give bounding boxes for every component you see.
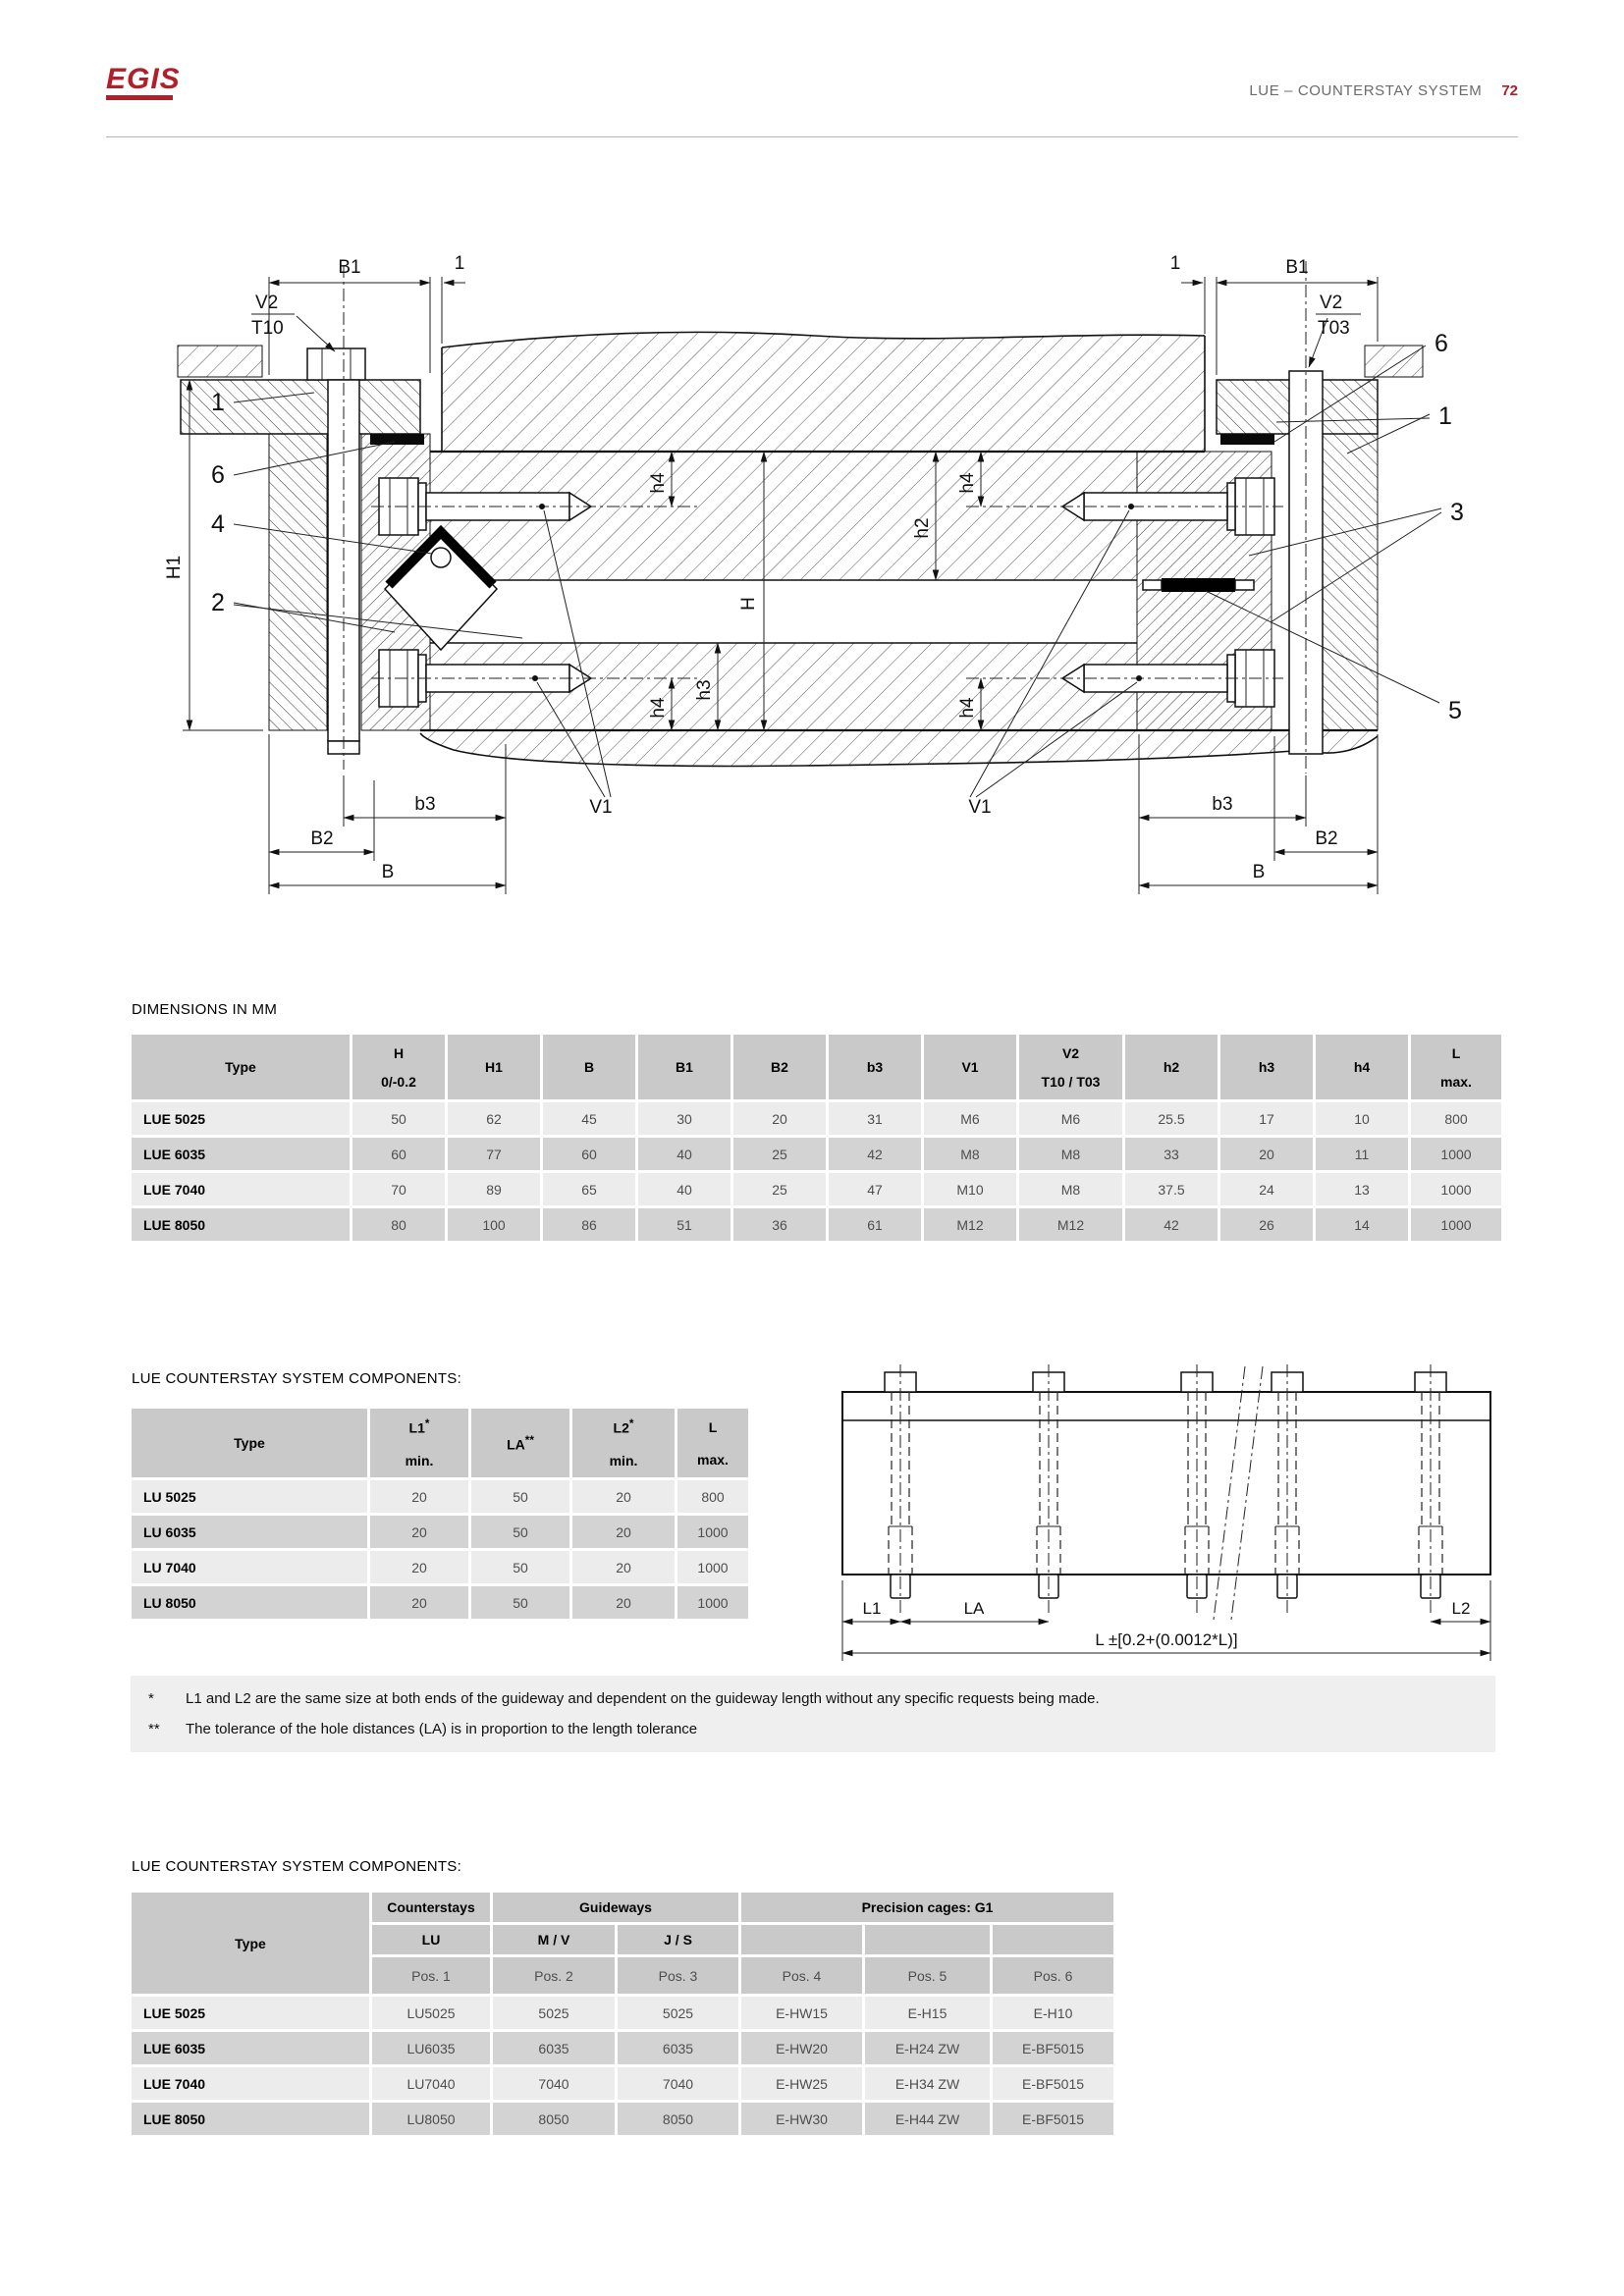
callout-4: 4	[211, 510, 225, 538]
cell: E-H24 ZW	[865, 2032, 990, 2064]
section3-heading: LUE COUNTERSTAY SYSTEM COMPONENTS:	[132, 1858, 462, 1875]
clamp-bolt-head-left	[307, 348, 365, 380]
cell: 24	[1220, 1173, 1313, 1205]
cell: M8	[1019, 1173, 1122, 1205]
page-title: LUE – COUNTERSTAY SYSTEM	[1249, 82, 1483, 99]
table-row	[132, 1586, 748, 1619]
column-header: B2	[733, 1035, 826, 1099]
cell: 5025	[493, 1997, 615, 2029]
row-type: LU 8050	[132, 1586, 367, 1619]
row-type: LU 7040	[132, 1551, 367, 1583]
group-header: Guideways	[493, 1893, 738, 1922]
position-header: Pos. 3	[618, 1957, 738, 1994]
dim-label-b1-left: B1	[338, 257, 361, 278]
footnote	[131, 1721, 1495, 1737]
column-header: h3	[1220, 1035, 1313, 1099]
label-v1-left: V1	[589, 797, 613, 818]
footnotes-box	[131, 1676, 1495, 1752]
cell: E-H34 ZW	[865, 2067, 990, 2100]
prism-ball	[431, 548, 451, 567]
callout-2: 2	[211, 589, 225, 616]
cell: 20	[572, 1586, 675, 1619]
cell: 20	[572, 1516, 675, 1548]
cell: 77	[448, 1138, 540, 1170]
footnote-mark: **	[148, 1721, 160, 1737]
table-row	[132, 2067, 1113, 2100]
row-type: LU 5025	[132, 1480, 367, 1513]
dim-label-b3-left: b3	[414, 794, 436, 815]
cell: E-HW15	[741, 1997, 862, 2029]
column-header: h2	[1125, 1035, 1218, 1099]
table-row	[132, 1480, 748, 1513]
dim-label-length-formula: L ±[0.2+(0.0012*L)]	[1095, 1630, 1238, 1649]
cell: M12	[924, 1208, 1016, 1241]
cell: 17	[1220, 1102, 1313, 1135]
sub-header: LU	[372, 1925, 490, 1954]
cell: 20	[572, 1480, 675, 1513]
cell: 42	[829, 1138, 921, 1170]
cell: 37.5	[1125, 1173, 1218, 1205]
cell: 1000	[1411, 1208, 1501, 1241]
column-header: L max.	[1411, 1035, 1501, 1099]
cell: 1000	[677, 1516, 748, 1548]
table-row	[132, 1551, 748, 1583]
row-type: LUE 5025	[132, 1997, 369, 2029]
cell: E-H15	[865, 1997, 990, 2029]
dim-label-b2-left: B2	[310, 828, 334, 849]
callout-1-right: 1	[1438, 402, 1452, 430]
cell: 1000	[1411, 1173, 1501, 1205]
cell: 800	[677, 1480, 748, 1513]
cell: 1000	[677, 1551, 748, 1583]
cell: E-BF5015	[993, 2103, 1113, 2135]
cell: 50	[471, 1516, 569, 1548]
row-type: LUE 8050	[132, 1208, 350, 1241]
callout-1-left: 1	[211, 389, 225, 416]
cell: 6035	[493, 2032, 615, 2064]
label-v2-left: V2	[255, 293, 279, 313]
mid-seal-right	[1162, 578, 1235, 592]
table-row	[132, 1516, 748, 1548]
callout-6-right: 6	[1435, 330, 1448, 357]
cell: 62	[448, 1102, 540, 1135]
cell: 25.5	[1125, 1102, 1218, 1135]
cell: E-BF5015	[993, 2067, 1113, 2100]
cell: 100	[448, 1208, 540, 1241]
cell: 20	[370, 1551, 468, 1583]
dim-label-h2: h2	[912, 517, 933, 539]
dim-label-b-right: B	[1252, 862, 1266, 882]
cell: 31	[829, 1102, 921, 1135]
cell: 70	[352, 1173, 445, 1205]
cell: 20	[733, 1102, 826, 1135]
cell: 20	[370, 1480, 468, 1513]
footnote-mark: *	[148, 1690, 154, 1707]
counterstay-cross-section-drawing	[164, 253, 1464, 894]
label-v1-right: V1	[968, 797, 992, 818]
column-header: LA**	[471, 1409, 569, 1477]
bed-block-left	[178, 346, 262, 377]
cell: E-HW30	[741, 2103, 862, 2135]
cell: 11	[1316, 1138, 1408, 1170]
dim-label-h4: h4	[957, 472, 978, 494]
components-table	[129, 1406, 751, 1622]
seal-strip-left	[370, 434, 424, 445]
row-type: LUE 7040	[132, 2067, 369, 2100]
cell: 20	[370, 1516, 468, 1548]
cell: 7040	[618, 2067, 738, 2100]
cell: E-BF5015	[993, 2032, 1113, 2064]
guideway-length-drawing	[842, 1364, 1490, 1661]
dim-label-gap-right: 1	[1169, 253, 1181, 274]
row-type: LUE 5025	[132, 1102, 350, 1135]
column-header: L max.	[677, 1409, 748, 1477]
cell: E-HW20	[741, 2032, 862, 2064]
table-row	[132, 1208, 1501, 1241]
dim-label-b-left: B	[381, 862, 395, 882]
footnote-text: The tolerance of the hole distances (LA) is in proportion to the length tolerance	[186, 1721, 698, 1737]
column-header: L1* min.	[370, 1409, 468, 1477]
dim-label-h4: h4	[648, 697, 669, 719]
table-row	[132, 1138, 1501, 1170]
column-header-type: Type	[132, 1409, 367, 1477]
cell: 30	[638, 1102, 731, 1135]
positions-table	[129, 1890, 1116, 2138]
cell: 65	[543, 1173, 635, 1205]
cell: 1000	[677, 1586, 748, 1619]
cell: 60	[543, 1138, 635, 1170]
cell: 25	[733, 1173, 826, 1205]
sub-header: J / S	[618, 1925, 738, 1954]
cell: 26	[1220, 1208, 1313, 1241]
column-header: b3	[829, 1035, 921, 1099]
row-type: LUE 7040	[132, 1173, 350, 1205]
cell: 13	[1316, 1173, 1408, 1205]
label-t03: T03	[1318, 318, 1350, 339]
dim-label-h: H	[738, 597, 759, 611]
table-row	[132, 1102, 1501, 1135]
dim-label-b1-right: B1	[1285, 257, 1309, 278]
position-header: Pos. 1	[372, 1957, 490, 1994]
cell: 80	[352, 1208, 445, 1241]
table-header-row	[132, 1409, 748, 1477]
cell: 20	[1220, 1138, 1313, 1170]
cell: LU5025	[372, 1997, 490, 2029]
row-type: LUE 6035	[132, 2032, 369, 2064]
column-header: H 0/-0.2	[352, 1035, 445, 1099]
callout-3: 3	[1450, 499, 1464, 526]
dimensions-table	[129, 1032, 1504, 1244]
column-header: B	[543, 1035, 635, 1099]
dim-label-h3: h3	[694, 679, 715, 701]
cell: M8	[924, 1138, 1016, 1170]
position-header: Pos. 5	[865, 1957, 990, 1994]
table-row	[132, 2103, 1113, 2135]
cell: M6	[924, 1102, 1016, 1135]
cell: M12	[1019, 1208, 1122, 1241]
cell: 61	[829, 1208, 921, 1241]
column-header: L2* min.	[572, 1409, 675, 1477]
row-type: LU 6035	[132, 1516, 367, 1548]
column-header-type: Type	[132, 1035, 350, 1099]
cell: 36	[733, 1208, 826, 1241]
cell: 51	[638, 1208, 731, 1241]
sub-header: M / V	[493, 1925, 615, 1954]
table-header-row	[132, 1893, 1113, 1922]
cell: 10	[1316, 1102, 1408, 1135]
cell: 42	[1125, 1208, 1218, 1241]
cell: 20	[572, 1551, 675, 1583]
cell: 7040	[493, 2067, 615, 2100]
cell: 86	[543, 1208, 635, 1241]
dim-label-h4: h4	[957, 697, 978, 719]
cell: 1000	[1411, 1138, 1501, 1170]
column-header: h4	[1316, 1035, 1408, 1099]
dim-label-h4: h4	[648, 472, 669, 494]
cell: 40	[638, 1173, 731, 1205]
cell: 33	[1125, 1138, 1218, 1170]
dim-label-b2-right: B2	[1315, 828, 1338, 849]
bed-block-right	[1365, 346, 1423, 377]
footnote	[131, 1690, 1495, 1707]
cell: LU6035	[372, 2032, 490, 2064]
column-header: H1	[448, 1035, 540, 1099]
dim-label-la: LA	[963, 1599, 985, 1618]
cell: E-HW25	[741, 2067, 862, 2100]
cell: 14	[1316, 1208, 1408, 1241]
callout-5: 5	[1448, 697, 1462, 724]
cell: 8050	[493, 2103, 615, 2135]
cell: 60	[352, 1138, 445, 1170]
section2-heading: LUE COUNTERSTAY SYSTEM COMPONENTS:	[132, 1370, 462, 1387]
group-header: Precision cages: G1	[741, 1893, 1113, 1922]
cell: 6035	[618, 2032, 738, 2064]
dim-label-gap-left: 1	[454, 253, 465, 274]
column-header-type: Type	[132, 1893, 369, 1994]
column-header: V2 T10 / T03	[1019, 1035, 1122, 1099]
sub-header	[865, 1925, 990, 1954]
cell: 8050	[618, 2103, 738, 2135]
cell: 45	[543, 1102, 635, 1135]
table-row	[132, 1173, 1501, 1205]
group-header: Counterstays	[372, 1893, 490, 1922]
cell: 50	[471, 1586, 569, 1619]
cell: LU7040	[372, 2067, 490, 2100]
cell: M8	[1019, 1138, 1122, 1170]
column-header: V1	[924, 1035, 1016, 1099]
position-header: Pos. 2	[493, 1957, 615, 1994]
label-t10: T10	[251, 318, 284, 339]
cell: 25	[733, 1138, 826, 1170]
column-header: B1	[638, 1035, 731, 1099]
callout-6-left: 6	[211, 461, 225, 489]
seal-strip-right	[1220, 434, 1274, 445]
table-row	[132, 2032, 1113, 2064]
footnote-text: L1 and L2 are the same size at both ends of the guideway and dependent on the guideway length without any specific requests being made.	[186, 1690, 1100, 1707]
egis-logo-text: EGIS	[106, 63, 181, 95]
dim-label-l2: L2	[1451, 1599, 1471, 1618]
section1-heading: DIMENSIONS IN MM	[132, 1001, 278, 1018]
position-header: Pos. 4	[741, 1957, 862, 1994]
row-type: LUE 6035	[132, 1138, 350, 1170]
position-header: Pos. 6	[993, 1957, 1113, 1994]
dim-label-l1: L1	[862, 1599, 882, 1618]
cell: 5025	[618, 1997, 738, 2029]
cell: E-H44 ZW	[865, 2103, 990, 2135]
row-type: LUE 8050	[132, 2103, 369, 2135]
cell: M10	[924, 1173, 1016, 1205]
table-row	[132, 1997, 1113, 2029]
dim-label-h1: H1	[164, 555, 185, 580]
sub-header	[993, 1925, 1113, 1954]
cell: LU8050	[372, 2103, 490, 2135]
label-v2-right: V2	[1320, 293, 1343, 313]
dim-label-b3-right: b3	[1212, 794, 1233, 815]
cell: E-H10	[993, 1997, 1113, 2029]
cell: 50	[471, 1480, 569, 1513]
cell: 20	[370, 1586, 468, 1619]
sub-header	[741, 1925, 862, 1954]
page-number: 72	[1501, 82, 1518, 99]
cell: 50	[471, 1551, 569, 1583]
cell: M6	[1019, 1102, 1122, 1135]
table-header-row	[132, 1035, 1501, 1099]
cell: 800	[1411, 1102, 1501, 1135]
cell: 50	[352, 1102, 445, 1135]
cell: 89	[448, 1173, 540, 1205]
cell: 47	[829, 1173, 921, 1205]
cell: 40	[638, 1138, 731, 1170]
